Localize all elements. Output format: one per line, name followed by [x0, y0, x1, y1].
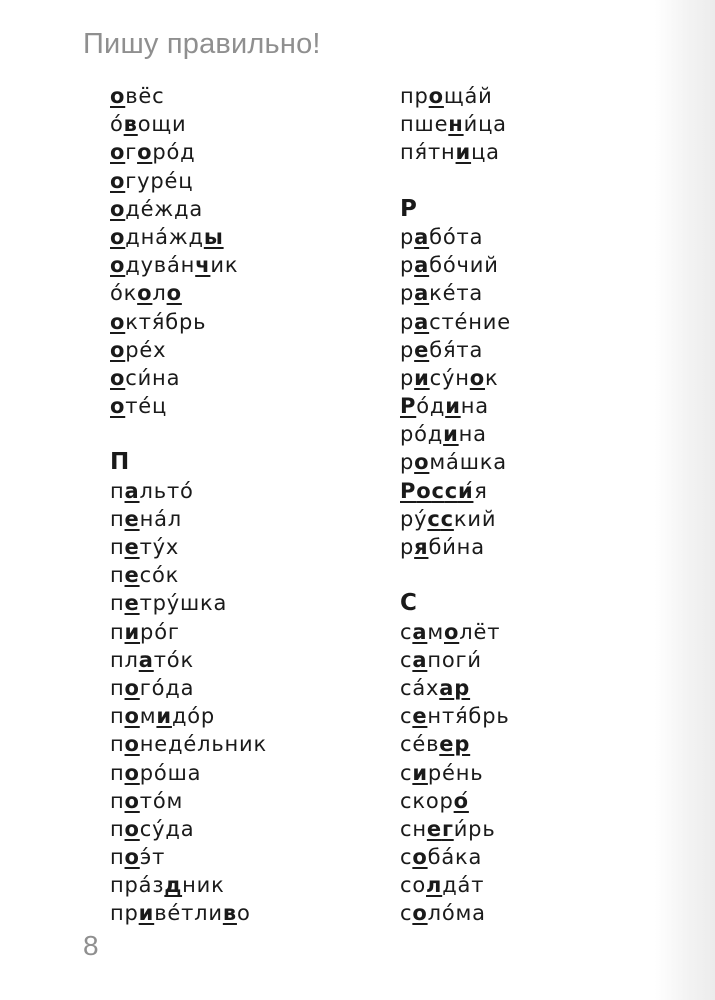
highlighted-letter: в: [222, 901, 237, 926]
vocabulary-word: приветливо: [110, 901, 251, 926]
highlighted-letter: о: [110, 224, 126, 249]
vocabulary-word: однажды: [110, 224, 224, 249]
vocabulary-word: снегирь: [400, 816, 496, 841]
highlighted-letter: и: [445, 394, 461, 419]
highlighted-letter: о: [124, 788, 140, 813]
vocabulary-word: растение: [400, 309, 511, 334]
highlighted-letter: с: [431, 478, 445, 503]
highlighted-letter: с: [427, 506, 441, 531]
highlighted-letter: о: [453, 788, 469, 813]
highlighted-letter: о: [110, 168, 126, 193]
vocabulary-word: ракета: [400, 281, 484, 306]
vocabulary-word: сирень: [400, 760, 484, 785]
highlighted-letter: г: [441, 816, 454, 841]
highlighted-letter: о: [110, 196, 126, 221]
highlighted-letter: о: [124, 845, 140, 870]
highlighted-letter: о: [110, 309, 126, 334]
highlighted-letter: и: [443, 422, 459, 447]
vocabulary-word: овёс: [110, 84, 165, 108]
highlighted-letter: о: [414, 450, 430, 475]
vocabulary-word: осина: [110, 365, 181, 390]
vocabulary-word: сахар: [400, 675, 471, 700]
highlighted-letter: о: [124, 732, 140, 757]
highlighted-letter: с: [440, 506, 454, 531]
highlighted-letter: о: [110, 337, 126, 362]
vocabulary-word: одежда: [110, 196, 204, 221]
vocabulary-word: работа: [400, 224, 484, 249]
vocabulary-word: Росси́я: [400, 478, 488, 503]
vocabulary-word: рабочий: [400, 253, 499, 278]
highlighted-letter: а: [414, 309, 430, 334]
vocabulary-word: потом: [110, 788, 184, 813]
vocabulary-word: праздник: [110, 873, 225, 898]
highlighted-letter: и: [414, 365, 430, 390]
vocabulary-word: родина: [400, 422, 487, 447]
vocabulary-word: песок: [110, 563, 180, 588]
highlighted-letter: е: [439, 732, 455, 757]
vocabulary-word: октябрь: [110, 309, 207, 334]
highlighted-letter: е: [414, 337, 430, 362]
highlighted-letter: а: [414, 253, 430, 278]
highlighted-letter: я: [414, 535, 429, 559]
highlighted-letter: и: [156, 704, 172, 729]
vocabulary-word: рисунок: [400, 365, 499, 390]
highlighted-letter: ы: [203, 224, 224, 249]
highlighted-letter: о: [412, 901, 428, 926]
highlighted-letter: а: [414, 281, 430, 306]
vocabulary-word: орех: [110, 337, 167, 362]
vocabulary-word: русский: [400, 506, 497, 531]
highlighted-letter: о: [124, 675, 140, 700]
page-title: Пишу правильно!: [83, 28, 321, 60]
vocabulary-word: пятница: [400, 140, 500, 165]
section-letter: Р: [400, 195, 417, 222]
vocabulary-word: пороша: [110, 760, 202, 785]
highlighted-letter: о: [124, 816, 140, 841]
vocabulary-word: пирог: [110, 619, 180, 644]
highlighted-letter: д: [164, 873, 183, 898]
highlighted-letter: р: [454, 675, 471, 700]
highlighted-letter: о: [137, 281, 153, 306]
vocabulary-word: ромашка: [400, 450, 507, 475]
highlighted-letter: о: [444, 619, 460, 644]
vocabulary-word: Родина: [400, 394, 489, 419]
vocabulary-word: поэт: [110, 845, 166, 870]
vocabulary-word: платок: [110, 647, 194, 672]
vocabulary-word: огород: [110, 140, 196, 165]
word-column-right: [400, 82, 690, 928]
vocabulary-word: сентябрь: [400, 704, 510, 729]
highlighted-letter: о: [166, 281, 182, 306]
highlighted-letter: н: [448, 112, 464, 137]
section-letter: С: [400, 590, 417, 617]
vocabulary-word: собака: [400, 845, 483, 870]
highlighted-letter: с: [444, 478, 458, 503]
vocabulary-word: самолёт: [400, 619, 501, 644]
highlighted-letter: и: [124, 619, 141, 644]
vocabulary-word: сапоги: [400, 647, 482, 672]
vocabulary-word: одуванчик: [110, 253, 239, 278]
vocabulary-word: солома: [400, 901, 486, 926]
highlighted-letter: а: [414, 224, 430, 249]
vocabulary-word: рябина: [400, 535, 485, 559]
highlighted-letter: и: [412, 760, 428, 785]
highlighted-letter: о: [416, 478, 432, 503]
highlighted-letter: а: [439, 675, 455, 700]
vocabulary-word: петрушка: [110, 591, 228, 616]
highlighted-letter: и: [138, 901, 155, 926]
vocabulary-word: погода: [110, 675, 195, 700]
highlighted-letter: е: [426, 816, 442, 841]
vocabulary-word: солдат: [400, 873, 485, 898]
highlighted-letter: а: [412, 619, 428, 644]
highlighted-letter: е: [124, 535, 140, 559]
vocabulary-word: скоро́: [400, 788, 470, 813]
highlighted-letter: и: [455, 140, 472, 165]
section-gap: [110, 420, 400, 448]
highlighted-letter: Р: [400, 394, 417, 419]
section-gap: [400, 561, 690, 589]
highlighted-letter: е: [124, 591, 140, 616]
vocabulary-word: север: [400, 732, 471, 757]
highlighted-letter: о: [110, 365, 126, 390]
highlighted-letter: е: [124, 563, 140, 588]
highlighted-letter: а: [138, 647, 154, 672]
highlighted-letter: а: [412, 647, 428, 672]
highlighted-letter: ч: [195, 253, 211, 278]
highlighted-letter: е: [124, 506, 140, 531]
highlighted-letter: в: [123, 112, 138, 137]
vocabulary-word: помидор: [110, 704, 216, 729]
highlighted-letter: о: [124, 760, 140, 785]
highlighted-letter: р: [454, 732, 471, 757]
highlighted-letter: л: [426, 873, 443, 898]
highlighted-letter: Р: [400, 478, 417, 503]
highlighted-letter: о: [110, 84, 126, 108]
highlighted-letter: о: [412, 845, 428, 870]
vocabulary-word: около: [110, 281, 182, 306]
word-column-left: [110, 82, 400, 928]
highlighted-letter: е: [412, 704, 428, 729]
vocabulary-word: пшеница: [400, 112, 507, 137]
vocabulary-word: отец: [110, 394, 168, 419]
highlighted-letter: а: [124, 478, 140, 503]
vocabulary-word: огурец: [110, 168, 194, 193]
vocabulary-word: овощи: [110, 112, 187, 137]
vocabulary-word: петух: [110, 535, 180, 559]
vocabulary-word: ребята: [400, 337, 484, 362]
vocabulary-word: понедельник: [110, 732, 267, 757]
vocabulary-word: посуда: [110, 816, 195, 841]
vocabulary-word: пальто: [110, 478, 194, 503]
vocabulary-word: прощай: [400, 84, 493, 108]
highlighted-letter: о: [110, 140, 126, 165]
highlighted-letter: о: [428, 84, 444, 108]
page-number: 8: [83, 930, 99, 961]
highlighted-letter: о: [110, 394, 126, 419]
highlighted-letter: о: [469, 365, 486, 390]
highlighted-letter: о: [110, 253, 126, 278]
highlighted-letter: о: [137, 140, 153, 165]
section-gap: [400, 167, 690, 195]
section-letter: П: [110, 449, 130, 476]
highlighted-letter: о: [124, 704, 140, 729]
highlighted-letter: и: [457, 478, 474, 503]
vocabulary-word: пенал: [110, 506, 183, 531]
